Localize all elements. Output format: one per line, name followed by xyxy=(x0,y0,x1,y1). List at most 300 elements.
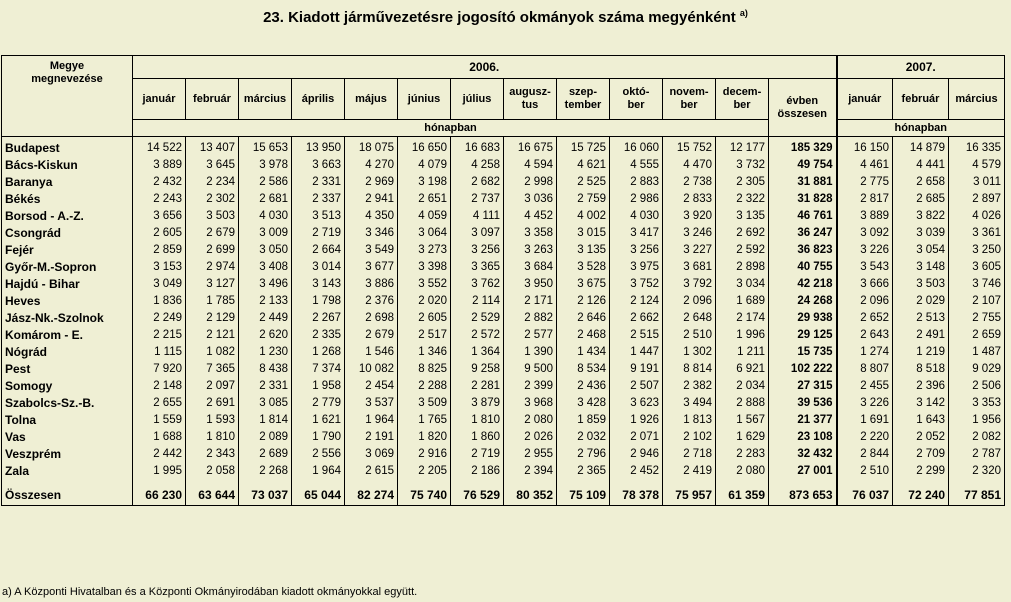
value-2006-month-6: 3 509 xyxy=(398,394,451,411)
annual-total-value: 32 432 xyxy=(769,445,837,462)
value-2006-month-3: 2 331 xyxy=(239,377,292,394)
value-2006-month-3: 4 030 xyxy=(239,207,292,224)
month-header-2007-3: március xyxy=(949,79,1005,120)
table-row xyxy=(2,224,1005,241)
value-2006-month-3: 3 009 xyxy=(239,224,292,241)
county-name: Győr-M.-Sopron xyxy=(2,258,133,275)
value-2007-month-3: 3 353 xyxy=(949,394,1005,411)
value-2007-month-1: 2 844 xyxy=(837,445,893,462)
value-2006-month-5: 3 549 xyxy=(345,241,398,258)
value-2006-month-8: 4 594 xyxy=(504,156,557,173)
value-2006-month-5: 82 274 xyxy=(345,485,398,506)
value-2006-month-4: 2 556 xyxy=(292,445,345,462)
value-2007-month-2: 2 052 xyxy=(893,428,949,445)
month-header-2006-1: január xyxy=(133,79,186,120)
value-2007-month-2: 8 518 xyxy=(893,360,949,377)
total-row xyxy=(2,485,1005,506)
value-2007-month-1: 4 461 xyxy=(837,156,893,173)
footnote: a) A Központi Hivatalban és a Központi Okmányirodában kiadott okmányokkal együtt. xyxy=(2,586,418,598)
value-2006-month-5: 3 069 xyxy=(345,445,398,462)
value-2006-month-3: 2 133 xyxy=(239,292,292,309)
value-2006-month-4: 3 014 xyxy=(292,258,345,275)
table-row xyxy=(2,156,1005,173)
month-header-2006-12: decem- ber xyxy=(716,79,769,120)
county-name: Heves xyxy=(2,292,133,309)
value-2006-month-7: 3 097 xyxy=(451,224,504,241)
value-2006-month-1: 3 049 xyxy=(133,275,186,292)
annual-total-value: 31 881 xyxy=(769,173,837,190)
value-2006-month-10: 4 555 xyxy=(610,156,663,173)
annual-total-value: 39 536 xyxy=(769,394,837,411)
annual-total-value: 29 938 xyxy=(769,309,837,326)
value-2006-month-7: 76 529 xyxy=(451,485,504,506)
value-2006-month-1: 3 656 xyxy=(133,207,186,224)
value-2007-month-1: 3 226 xyxy=(837,394,893,411)
value-2006-month-6: 2 288 xyxy=(398,377,451,394)
month-header-2006-4: április xyxy=(292,79,345,120)
value-2006-month-1: 1 836 xyxy=(133,292,186,309)
value-2006-month-3: 2 089 xyxy=(239,428,292,445)
value-2007-month-1: 3 543 xyxy=(837,258,893,275)
value-2007-month-2: 3 039 xyxy=(893,224,949,241)
value-2006-month-12: 3 135 xyxy=(716,207,769,224)
county-name: Veszprém xyxy=(2,445,133,462)
value-2007-month-2: 4 441 xyxy=(893,156,949,173)
month-header-2006-5: május xyxy=(345,79,398,120)
value-2006-month-12: 2 888 xyxy=(716,394,769,411)
value-2006-month-2: 3 503 xyxy=(186,207,239,224)
value-2006-month-12: 1 996 xyxy=(716,326,769,343)
value-2006-month-3: 2 620 xyxy=(239,326,292,343)
value-2006-month-12: 2 592 xyxy=(716,241,769,258)
value-2006-month-10: 1 447 xyxy=(610,343,663,360)
value-2006-month-3: 3 085 xyxy=(239,394,292,411)
value-2006-month-6: 3 398 xyxy=(398,258,451,275)
county-name: Budapest xyxy=(2,137,133,157)
value-2006-month-8: 2 577 xyxy=(504,326,557,343)
value-2006-month-5: 2 454 xyxy=(345,377,398,394)
value-2006-month-8: 2 882 xyxy=(504,309,557,326)
value-2006-month-2: 1 082 xyxy=(186,343,239,360)
value-2006-month-6: 3 198 xyxy=(398,173,451,190)
value-2007-month-1: 3 092 xyxy=(837,224,893,241)
value-2006-month-12: 1 567 xyxy=(716,411,769,428)
value-2007-month-3: 4 579 xyxy=(949,156,1005,173)
table-row xyxy=(2,394,1005,411)
value-2006-month-7: 3 879 xyxy=(451,394,504,411)
value-2006-month-11: 2 738 xyxy=(663,173,716,190)
table-row xyxy=(2,411,1005,428)
value-2006-month-1: 2 605 xyxy=(133,224,186,241)
unit-label-2006: hónapban xyxy=(133,120,769,137)
value-2006-month-5: 3 537 xyxy=(345,394,398,411)
table-row xyxy=(2,207,1005,224)
value-2006-month-11: 3 494 xyxy=(663,394,716,411)
year-header-2007: 2007. xyxy=(837,56,1005,79)
value-2006-month-1: 1 559 xyxy=(133,411,186,428)
value-2007-month-3: 2 755 xyxy=(949,309,1005,326)
value-2006-month-11: 75 957 xyxy=(663,485,716,506)
value-2006-month-3: 8 438 xyxy=(239,360,292,377)
value-2006-month-2: 1 593 xyxy=(186,411,239,428)
value-2006-month-3: 3 496 xyxy=(239,275,292,292)
value-2006-month-2: 2 679 xyxy=(186,224,239,241)
table-row xyxy=(2,462,1005,479)
table-row xyxy=(2,137,1005,157)
value-2006-month-2: 63 644 xyxy=(186,485,239,506)
value-2006-month-11: 15 752 xyxy=(663,137,716,157)
annual-total-value: 49 754 xyxy=(769,156,837,173)
value-2006-month-8: 16 675 xyxy=(504,137,557,157)
annual-total-value: 40 755 xyxy=(769,258,837,275)
month-header-2006-8: augusz- tus xyxy=(504,79,557,120)
value-2006-month-11: 3 246 xyxy=(663,224,716,241)
annual-total-value: 42 218 xyxy=(769,275,837,292)
county-name: Jász-Nk.-Szolnok xyxy=(2,309,133,326)
county-column-header: Megye megnevezése xyxy=(2,56,133,137)
value-2006-month-9: 15 725 xyxy=(557,137,610,157)
annual-total-value: 185 329 xyxy=(769,137,837,157)
value-2007-month-1: 2 455 xyxy=(837,377,893,394)
table-row xyxy=(2,292,1005,309)
county-name: Hajdú - Bihar xyxy=(2,275,133,292)
value-2006-month-4: 3 143 xyxy=(292,275,345,292)
value-2006-month-2: 1 810 xyxy=(186,428,239,445)
value-2006-month-3: 73 037 xyxy=(239,485,292,506)
value-2007-month-1: 2 643 xyxy=(837,326,893,343)
value-2006-month-7: 3 256 xyxy=(451,241,504,258)
month-header-2006-6: június xyxy=(398,79,451,120)
value-2006-month-5: 2 615 xyxy=(345,462,398,479)
value-2006-month-8: 80 352 xyxy=(504,485,557,506)
value-2006-month-4: 7 374 xyxy=(292,360,345,377)
value-2006-month-9: 3 528 xyxy=(557,258,610,275)
value-2006-month-8: 9 500 xyxy=(504,360,557,377)
value-2006-month-10: 3 975 xyxy=(610,258,663,275)
value-2006-month-11: 3 920 xyxy=(663,207,716,224)
value-2006-month-4: 2 719 xyxy=(292,224,345,241)
value-2007-month-3: 1 487 xyxy=(949,343,1005,360)
value-2006-month-1: 7 920 xyxy=(133,360,186,377)
value-2006-month-5: 2 376 xyxy=(345,292,398,309)
value-2006-month-5: 10 082 xyxy=(345,360,398,377)
value-2006-month-1: 2 148 xyxy=(133,377,186,394)
value-2006-month-5: 2 969 xyxy=(345,173,398,190)
value-2006-month-5: 3 677 xyxy=(345,258,398,275)
value-2006-month-8: 1 390 xyxy=(504,343,557,360)
value-2006-month-8: 2 399 xyxy=(504,377,557,394)
value-2006-month-2: 2 974 xyxy=(186,258,239,275)
value-2006-month-11: 2 419 xyxy=(663,462,716,479)
annual-total-header: évben összesen xyxy=(769,79,837,137)
value-2006-month-1: 3 153 xyxy=(133,258,186,275)
value-2006-month-2: 2 302 xyxy=(186,190,239,207)
value-2007-month-3: 2 107 xyxy=(949,292,1005,309)
value-2007-month-2: 72 240 xyxy=(893,485,949,506)
value-2006-month-4: 1 790 xyxy=(292,428,345,445)
county-name: Csongrád xyxy=(2,224,133,241)
value-2006-month-1: 1 115 xyxy=(133,343,186,360)
value-2006-month-2: 2 129 xyxy=(186,309,239,326)
value-2006-month-10: 2 883 xyxy=(610,173,663,190)
value-2006-month-5: 3 886 xyxy=(345,275,398,292)
table-row xyxy=(2,360,1005,377)
table-title xyxy=(0,8,1011,26)
value-2006-month-10: 2 507 xyxy=(610,377,663,394)
value-2006-month-9: 2 436 xyxy=(557,377,610,394)
value-2006-month-9: 4 002 xyxy=(557,207,610,224)
title-text: 23. Kiadott járművezetésre jogosító okmányok száma megyénként xyxy=(263,9,736,26)
value-2007-month-1: 76 037 xyxy=(837,485,893,506)
value-2006-month-9: 2 126 xyxy=(557,292,610,309)
value-2006-month-10: 1 926 xyxy=(610,411,663,428)
annual-total-value: 15 735 xyxy=(769,343,837,360)
annual-total-value: 102 222 xyxy=(769,360,837,377)
county-name: Komárom - E. xyxy=(2,326,133,343)
value-2006-month-3: 1 814 xyxy=(239,411,292,428)
value-2007-month-2: 2 658 xyxy=(893,173,949,190)
value-2006-month-7: 16 683 xyxy=(451,137,504,157)
title-footnote-marker: a) xyxy=(739,8,748,18)
county-name: Fejér xyxy=(2,241,133,258)
value-2006-month-9: 75 109 xyxy=(557,485,610,506)
annual-total-value: 31 828 xyxy=(769,190,837,207)
value-2006-month-11: 2 648 xyxy=(663,309,716,326)
value-2006-month-2: 7 365 xyxy=(186,360,239,377)
value-2006-month-6: 75 740 xyxy=(398,485,451,506)
county-name: Tolna xyxy=(2,411,133,428)
value-2007-month-2: 14 879 xyxy=(893,137,949,157)
value-2006-month-5: 1 546 xyxy=(345,343,398,360)
value-2006-month-8: 2 026 xyxy=(504,428,557,445)
value-2006-month-9: 2 525 xyxy=(557,173,610,190)
value-2006-month-4: 1 621 xyxy=(292,411,345,428)
value-2007-month-1: 1 274 xyxy=(837,343,893,360)
value-2006-month-12: 3 732 xyxy=(716,156,769,173)
value-2006-month-1: 2 432 xyxy=(133,173,186,190)
value-2007-month-1: 2 817 xyxy=(837,190,893,207)
value-2007-month-1: 2 220 xyxy=(837,428,893,445)
month-header-2006-10: októ- ber xyxy=(610,79,663,120)
annual-total-value: 36 823 xyxy=(769,241,837,258)
month-header-2006-9: szep- tember xyxy=(557,79,610,120)
value-2006-month-4: 1 798 xyxy=(292,292,345,309)
value-2006-month-4: 1 964 xyxy=(292,462,345,479)
value-2006-month-1: 2 859 xyxy=(133,241,186,258)
value-2006-month-3: 1 230 xyxy=(239,343,292,360)
value-2006-month-11: 2 718 xyxy=(663,445,716,462)
county-name: Somogy xyxy=(2,377,133,394)
value-2007-month-2: 2 299 xyxy=(893,462,949,479)
value-2006-month-4: 3 663 xyxy=(292,156,345,173)
value-2006-month-12: 3 034 xyxy=(716,275,769,292)
county-name: Zala xyxy=(2,462,133,479)
value-2006-month-8: 2 955 xyxy=(504,445,557,462)
value-2006-month-6: 16 650 xyxy=(398,137,451,157)
value-2007-month-3: 77 851 xyxy=(949,485,1005,506)
value-2006-month-10: 2 662 xyxy=(610,309,663,326)
value-2007-month-2: 3 822 xyxy=(893,207,949,224)
value-2006-month-8: 2 171 xyxy=(504,292,557,309)
value-2006-month-4: 65 044 xyxy=(292,485,345,506)
value-2007-month-3: 3 361 xyxy=(949,224,1005,241)
value-2006-month-10: 2 515 xyxy=(610,326,663,343)
annual-total-value: 46 761 xyxy=(769,207,837,224)
value-2006-month-6: 3 064 xyxy=(398,224,451,241)
value-2007-month-2: 2 513 xyxy=(893,309,949,326)
value-2007-month-2: 1 219 xyxy=(893,343,949,360)
table-row xyxy=(2,343,1005,360)
value-2006-month-6: 2 916 xyxy=(398,445,451,462)
value-2007-month-1: 3 666 xyxy=(837,275,893,292)
value-2006-month-2: 2 121 xyxy=(186,326,239,343)
value-2006-month-1: 2 249 xyxy=(133,309,186,326)
month-header-2006-2: február xyxy=(186,79,239,120)
value-2006-month-10: 3 752 xyxy=(610,275,663,292)
value-2006-month-2: 2 699 xyxy=(186,241,239,258)
value-2006-month-5: 1 964 xyxy=(345,411,398,428)
value-2006-month-12: 1 629 xyxy=(716,428,769,445)
value-2007-month-1: 2 096 xyxy=(837,292,893,309)
value-2006-month-8: 2 080 xyxy=(504,411,557,428)
value-2007-month-1: 3 226 xyxy=(837,241,893,258)
value-2006-month-11: 1 813 xyxy=(663,411,716,428)
value-2006-month-11: 2 102 xyxy=(663,428,716,445)
value-2006-month-9: 2 032 xyxy=(557,428,610,445)
value-2006-month-2: 2 691 xyxy=(186,394,239,411)
value-2007-month-3: 9 029 xyxy=(949,360,1005,377)
annual-total-value: 36 247 xyxy=(769,224,837,241)
month-header-2006-11: novem- ber xyxy=(663,79,716,120)
value-2006-month-10: 2 452 xyxy=(610,462,663,479)
value-2006-month-12: 2 283 xyxy=(716,445,769,462)
table-row xyxy=(2,309,1005,326)
value-2006-month-2: 3 645 xyxy=(186,156,239,173)
value-2006-month-8: 3 684 xyxy=(504,258,557,275)
value-2007-month-3: 4 026 xyxy=(949,207,1005,224)
value-2006-month-11: 3 792 xyxy=(663,275,716,292)
value-2006-month-11: 3 681 xyxy=(663,258,716,275)
value-2006-month-10: 9 191 xyxy=(610,360,663,377)
table-row xyxy=(2,173,1005,190)
value-2006-month-11: 8 814 xyxy=(663,360,716,377)
value-2006-month-8: 3 263 xyxy=(504,241,557,258)
value-2006-month-3: 2 689 xyxy=(239,445,292,462)
value-2007-month-3: 16 335 xyxy=(949,137,1005,157)
value-2006-month-4: 13 950 xyxy=(292,137,345,157)
value-2006-month-7: 2 572 xyxy=(451,326,504,343)
annual-total-value: 23 108 xyxy=(769,428,837,445)
value-2006-month-8: 3 036 xyxy=(504,190,557,207)
value-2006-month-8: 3 968 xyxy=(504,394,557,411)
table-row xyxy=(2,377,1005,394)
value-2006-month-8: 3 950 xyxy=(504,275,557,292)
value-2007-month-1: 8 807 xyxy=(837,360,893,377)
value-2006-month-7: 1 860 xyxy=(451,428,504,445)
table-row xyxy=(2,326,1005,343)
value-2006-month-7: 3 365 xyxy=(451,258,504,275)
value-2007-month-2: 2 396 xyxy=(893,377,949,394)
value-2006-month-10: 2 946 xyxy=(610,445,663,462)
value-2006-month-8: 4 452 xyxy=(504,207,557,224)
value-2006-month-11: 3 227 xyxy=(663,241,716,258)
value-2006-month-12: 61 359 xyxy=(716,485,769,506)
value-2006-month-7: 3 762 xyxy=(451,275,504,292)
value-2007-month-3: 3 746 xyxy=(949,275,1005,292)
value-2007-month-1: 1 691 xyxy=(837,411,893,428)
value-2007-month-3: 3 011 xyxy=(949,173,1005,190)
value-2006-month-7: 2 281 xyxy=(451,377,504,394)
value-2006-month-2: 2 234 xyxy=(186,173,239,190)
table-row xyxy=(2,445,1005,462)
annual-total-value: 27 001 xyxy=(769,462,837,479)
annual-total-value: 873 653 xyxy=(769,485,837,506)
value-2006-month-9: 2 468 xyxy=(557,326,610,343)
month-header-2006-7: július xyxy=(451,79,504,120)
value-2006-month-8: 3 358 xyxy=(504,224,557,241)
value-2006-month-9: 1 434 xyxy=(557,343,610,360)
value-2006-month-5: 2 698 xyxy=(345,309,398,326)
value-2007-month-3: 2 082 xyxy=(949,428,1005,445)
value-2006-month-6: 3 552 xyxy=(398,275,451,292)
value-2006-month-6: 2 605 xyxy=(398,309,451,326)
value-2007-month-1: 16 150 xyxy=(837,137,893,157)
value-2006-month-9: 2 759 xyxy=(557,190,610,207)
value-2006-month-5: 4 350 xyxy=(345,207,398,224)
value-2006-month-1: 2 655 xyxy=(133,394,186,411)
value-2006-month-10: 4 030 xyxy=(610,207,663,224)
county-name: Békés xyxy=(2,190,133,207)
value-2007-month-1: 2 510 xyxy=(837,462,893,479)
value-2006-month-11: 2 510 xyxy=(663,326,716,343)
value-2006-month-11: 2 096 xyxy=(663,292,716,309)
unit-label-2007: hónapban xyxy=(837,120,1005,137)
value-2006-month-5: 4 270 xyxy=(345,156,398,173)
value-2006-month-6: 8 825 xyxy=(398,360,451,377)
value-2006-month-6: 3 273 xyxy=(398,241,451,258)
value-2006-month-7: 9 258 xyxy=(451,360,504,377)
value-2006-month-1: 2 243 xyxy=(133,190,186,207)
value-2006-month-4: 2 337 xyxy=(292,190,345,207)
value-2006-month-7: 4 111 xyxy=(451,207,504,224)
value-2006-month-6: 1 346 xyxy=(398,343,451,360)
value-2006-month-4: 2 267 xyxy=(292,309,345,326)
value-2007-month-2: 3 503 xyxy=(893,275,949,292)
value-2006-month-7: 2 737 xyxy=(451,190,504,207)
table-row xyxy=(2,258,1005,275)
value-2006-month-10: 3 623 xyxy=(610,394,663,411)
value-2006-month-7: 2 186 xyxy=(451,462,504,479)
value-2006-month-10: 16 060 xyxy=(610,137,663,157)
value-2006-month-3: 3 408 xyxy=(239,258,292,275)
county-name: Vas xyxy=(2,428,133,445)
value-2006-month-1: 3 889 xyxy=(133,156,186,173)
value-2007-month-2: 3 142 xyxy=(893,394,949,411)
value-2007-month-3: 2 506 xyxy=(949,377,1005,394)
value-2007-month-3: 2 320 xyxy=(949,462,1005,479)
value-2006-month-12: 2 898 xyxy=(716,258,769,275)
value-2006-month-6: 1 765 xyxy=(398,411,451,428)
value-2006-month-1: 66 230 xyxy=(133,485,186,506)
value-2006-month-9: 8 534 xyxy=(557,360,610,377)
value-2007-month-3: 3 250 xyxy=(949,241,1005,258)
value-2006-month-7: 2 719 xyxy=(451,445,504,462)
value-2007-month-1: 3 889 xyxy=(837,207,893,224)
value-2006-month-1: 2 442 xyxy=(133,445,186,462)
value-2006-month-6: 4 059 xyxy=(398,207,451,224)
value-2007-month-2: 2 029 xyxy=(893,292,949,309)
value-2006-month-10: 2 986 xyxy=(610,190,663,207)
